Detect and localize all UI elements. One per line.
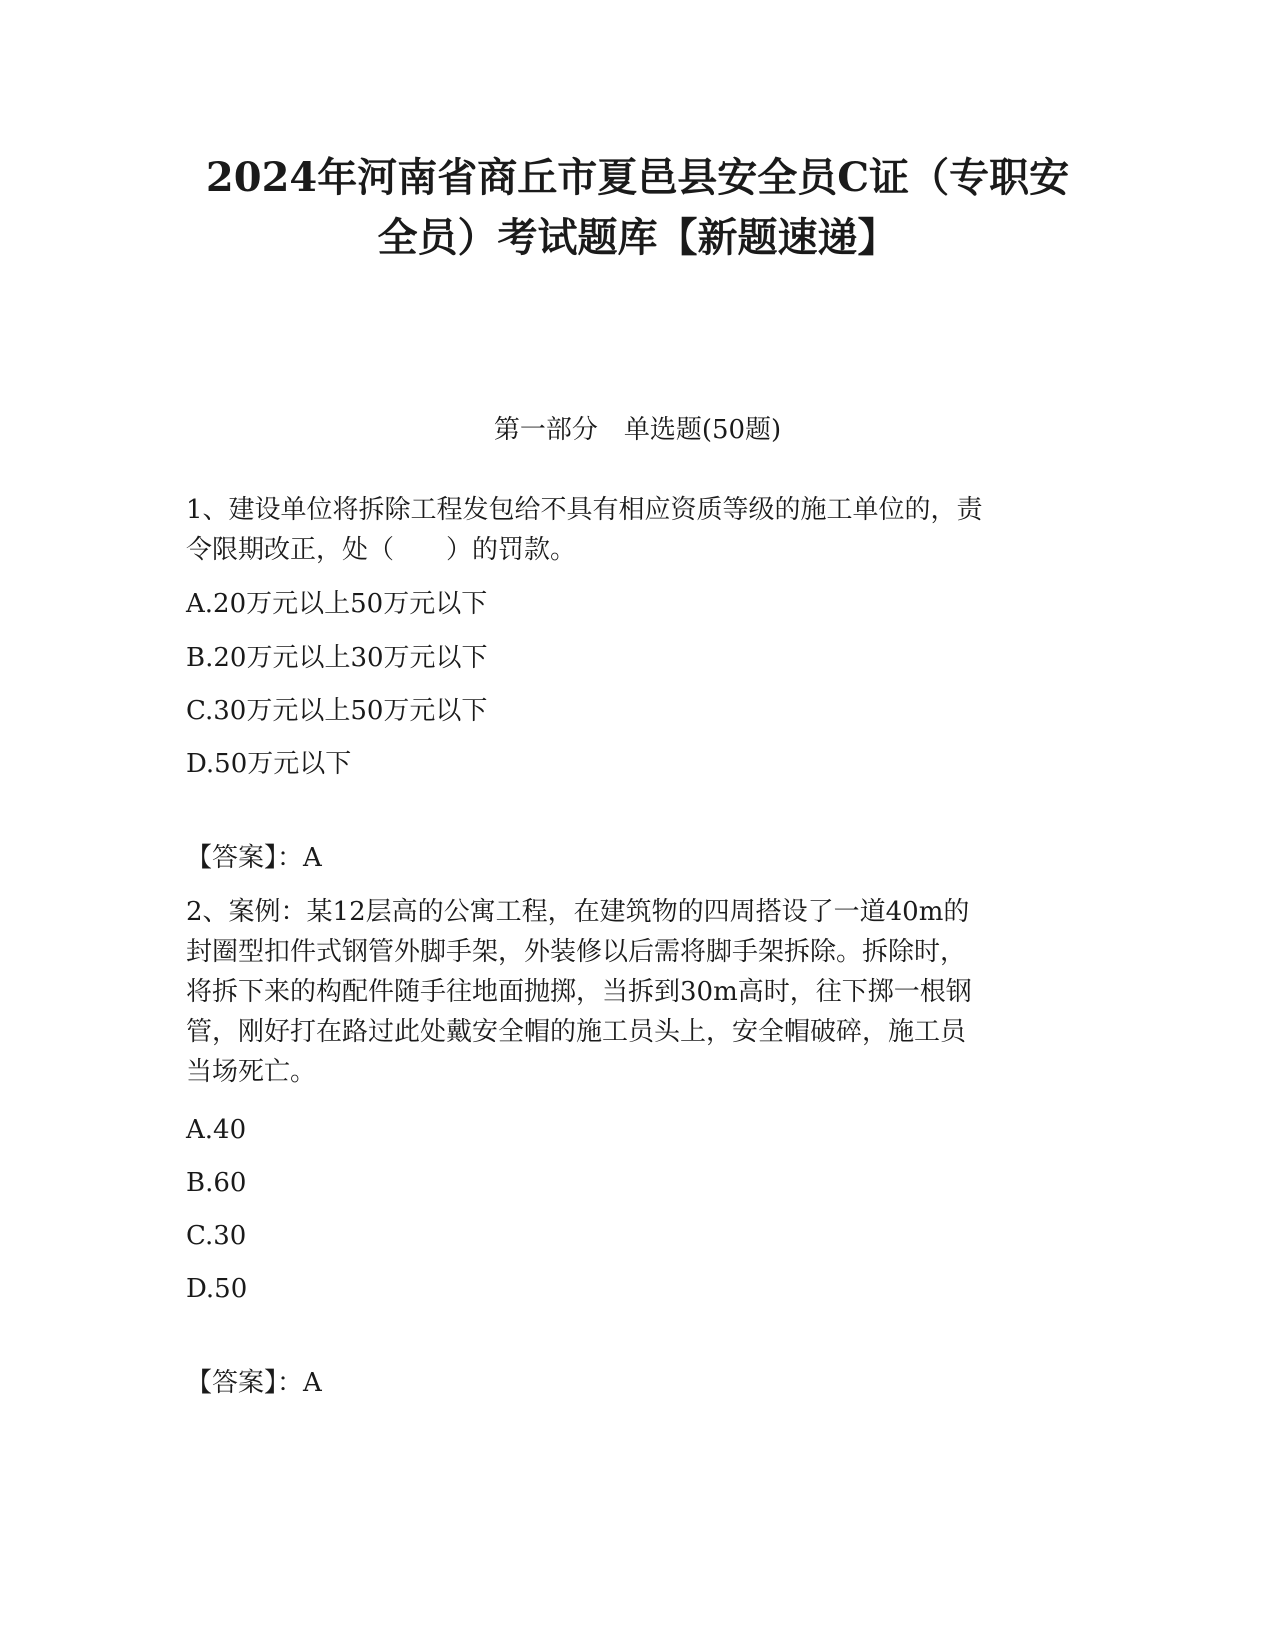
question-1-stem	[186, 490, 1076, 570]
question-1-answer: 【答案】：A	[186, 843, 322, 873]
question-1-option-b: B.20万元以上30万元以下	[186, 643, 488, 673]
question-2-option-b: B.60	[186, 1168, 247, 1198]
title-line-2: 全员）考试题库【新题速递】	[377, 214, 898, 261]
question-2-stem-line-4: 管，刚好打在路过此处戴安全帽的施工员头上，安全帽破碎，施工员	[186, 1017, 967, 1047]
question-1-stem-line-2: 令限期改正，处（ ）的罚款。	[186, 535, 577, 565]
title-line-1: 2024年河南省商丘市夏邑县安全员C证（专职安	[205, 154, 1070, 201]
document-title	[150, 148, 1125, 268]
question-1-option-d: D.50万元以下	[186, 749, 352, 779]
question-2-stem-line-1: 2、案例：某12层高的公寓工程，在建筑物的四周搭设了一道40m的	[186, 897, 970, 927]
question-2-stem-line-3: 将拆下来的构配件随手往地面抛掷，当拆到30m高时，往下掷一根钢	[186, 977, 972, 1007]
question-2-option-a: A.40	[186, 1115, 247, 1145]
question-2-answer: 【答案】：A	[186, 1368, 322, 1398]
question-1-option-a: A.20万元以上50万元以下	[186, 589, 488, 619]
question-2-stem-line-5: 当场死亡。	[186, 1057, 317, 1087]
question-2-option-d: D.50	[186, 1274, 248, 1304]
question-1-option-c: C.30万元以上50万元以下	[186, 696, 488, 726]
question-2-stem-line-2: 封圈型扣件式钢管外脚手架，外装修以后需将脚手架拆除。拆除时，	[186, 937, 967, 967]
question-2-stem	[186, 892, 1076, 1092]
question-1-stem-line-1: 1、建设单位将拆除工程发包给不具有相应资质等级的施工单位的，责	[186, 495, 983, 525]
section-heading: 第一部分 单选题(50题)	[493, 415, 782, 445]
question-2-option-c: C.30	[186, 1221, 247, 1251]
